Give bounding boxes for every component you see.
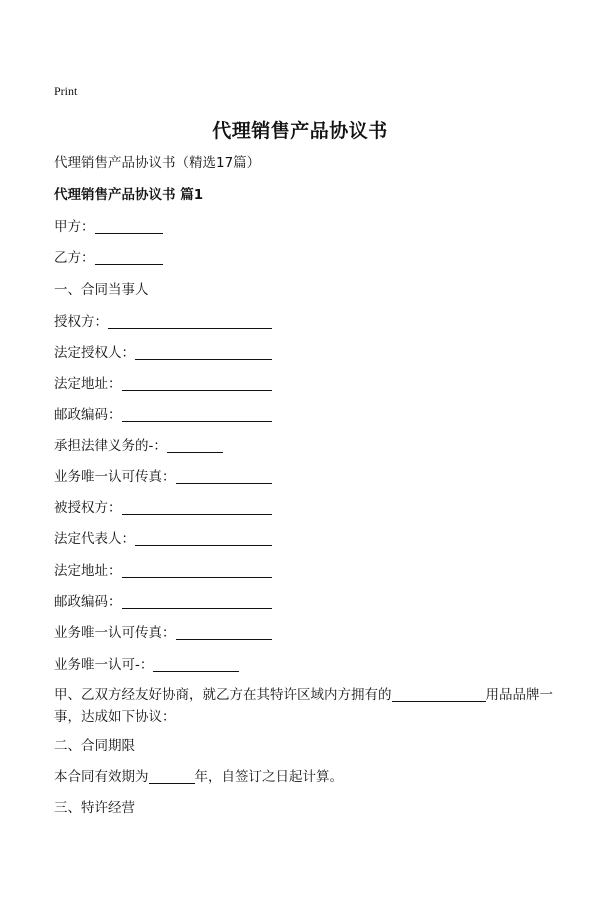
field-business-fax bbox=[54, 624, 272, 642]
term-text: 本合同有效期为 bbox=[54, 769, 149, 785]
field-business-fax bbox=[54, 468, 272, 486]
party-b-line bbox=[54, 249, 163, 267]
heading-contract-term: 二、合同期限 bbox=[54, 738, 135, 754]
heading-franchise: 三、特许经营 bbox=[54, 800, 135, 816]
field-legal-address bbox=[54, 562, 272, 580]
field-business-recognized bbox=[54, 656, 239, 674]
party-a-label: 甲方： bbox=[54, 219, 95, 235]
field-legal-representative bbox=[54, 530, 272, 548]
field-legal-address bbox=[54, 375, 272, 393]
field-grantee bbox=[54, 499, 272, 517]
field-postal-code bbox=[54, 593, 272, 611]
field-blank bbox=[122, 500, 272, 515]
term-years-blank bbox=[149, 769, 195, 784]
field-blank bbox=[167, 438, 223, 453]
field-label: 授权方： bbox=[54, 314, 108, 330]
field-label: 法定地址： bbox=[54, 376, 122, 392]
field-label: 业务唯一认可传真： bbox=[54, 625, 176, 641]
field-legal-obligation bbox=[54, 437, 223, 455]
field-label: 法定地址： bbox=[54, 563, 122, 579]
field-label: 被授权方： bbox=[54, 500, 122, 516]
page-title: 代理销售产品协议书 bbox=[212, 120, 388, 142]
field-blank bbox=[122, 563, 272, 578]
field-blank bbox=[122, 407, 272, 422]
field-postal-code bbox=[54, 406, 272, 424]
field-blank bbox=[122, 376, 272, 391]
party-a-line bbox=[54, 218, 163, 236]
field-label: 业务唯一认可传真： bbox=[54, 469, 176, 485]
field-blank bbox=[108, 314, 272, 329]
agreement-text: 用品品牌一事，达成如下协议： bbox=[54, 687, 553, 725]
field-label: 法定授权人： bbox=[54, 345, 135, 361]
field-blank bbox=[122, 594, 272, 609]
field-label: 法定代表人： bbox=[54, 531, 135, 547]
agreement-text: 甲、乙双方经友好协商，就乙方在其特许区域内方拥有的 bbox=[54, 687, 392, 703]
field-blank bbox=[176, 469, 272, 484]
party-a-blank bbox=[95, 219, 163, 234]
party-b-blank bbox=[95, 250, 163, 265]
field-legal-grantor bbox=[54, 344, 272, 362]
field-blank bbox=[176, 625, 272, 640]
field-label: 承担法律义务的-： bbox=[54, 438, 167, 454]
field-label: 邮政编码： bbox=[54, 407, 122, 423]
section-title: 代理销售产品协议书 篇1 bbox=[54, 187, 204, 203]
brand-blank bbox=[392, 687, 486, 702]
field-blank bbox=[135, 531, 272, 546]
field-label: 邮政编码： bbox=[54, 594, 122, 610]
agreement-paragraph bbox=[54, 684, 554, 728]
field-blank bbox=[135, 345, 272, 360]
print-link[interactable]: Print bbox=[54, 84, 78, 98]
party-b-label: 乙方： bbox=[54, 250, 95, 266]
field-label: 业务唯一认可-： bbox=[54, 657, 154, 673]
term-line bbox=[54, 768, 343, 786]
term-text: 年，自签订之日起计算。 bbox=[194, 769, 343, 785]
field-grantor bbox=[54, 313, 272, 331]
document-subtitle: 代理销售产品协议书（精选17篇） bbox=[54, 155, 261, 171]
heading-contract-parties: 一、合同当事人 bbox=[54, 282, 149, 298]
field-blank bbox=[153, 657, 239, 672]
